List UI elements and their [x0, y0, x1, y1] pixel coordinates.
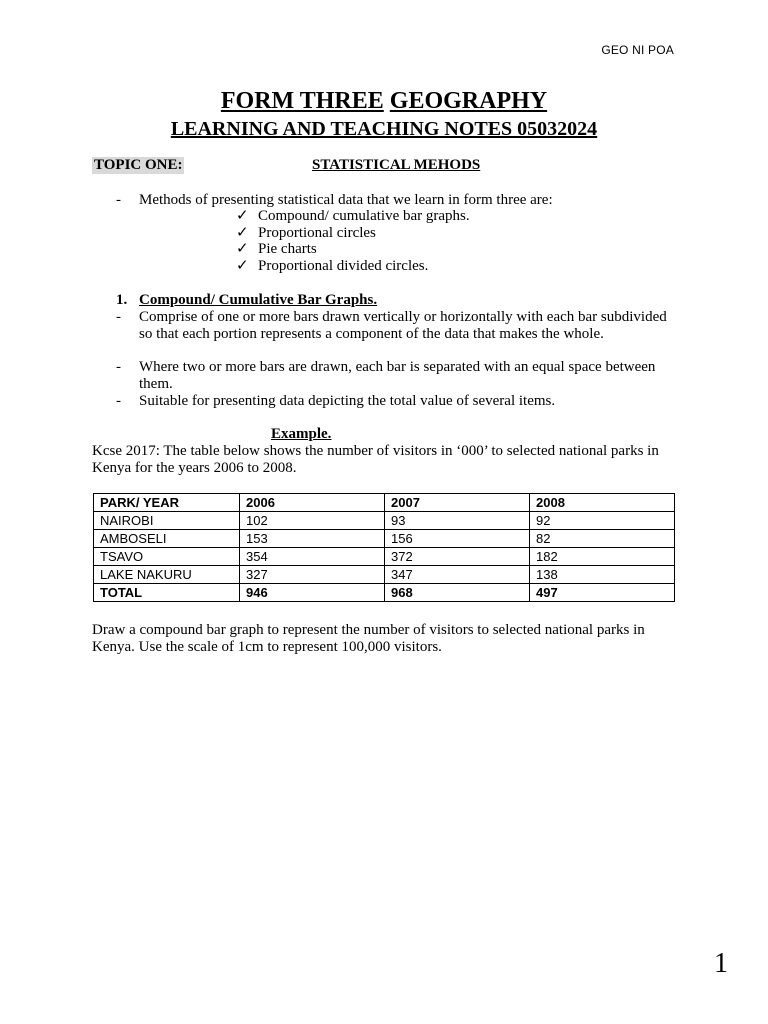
table-cell: 82 [530, 530, 675, 548]
method-item [236, 208, 470, 225]
table-cell: 327 [240, 566, 385, 584]
check-icon: ✓ [236, 258, 249, 274]
table-cell: 153 [240, 530, 385, 548]
table-cell: 347 [385, 566, 530, 584]
section-point-text: Comprise of one or more bars drawn vertically or horizontally with each bar subdivided so that each portion represents a component of the data that makes the whole. [139, 309, 667, 342]
table-cell: 93 [385, 512, 530, 530]
method-item [236, 225, 376, 242]
table-cell: AMBOSELI [94, 530, 240, 548]
dash-marker: - [116, 192, 121, 208]
table-cell: 946 [240, 584, 385, 602]
table-cell: 968 [385, 584, 530, 602]
check-icon: ✓ [236, 225, 249, 241]
table-cell: LAKE NAKURU [94, 566, 240, 584]
table-header-row [94, 494, 675, 512]
intro-text: Methods of presenting statistical data that we learn in form three are: [139, 192, 553, 208]
table-cell: 138 [530, 566, 675, 584]
table-header-cell: 2007 [385, 494, 530, 512]
check-icon: ✓ [236, 241, 249, 257]
method-item [236, 258, 428, 275]
table-cell: 182 [530, 548, 675, 566]
example-label: Example. [271, 426, 332, 442]
table-row [94, 512, 675, 530]
table-header-cell: PARK/ YEAR [94, 494, 240, 512]
table-cell: 372 [385, 548, 530, 566]
table-row [94, 548, 675, 566]
example-question: Kcse 2017: The table below shows the number of visitors in ‘000’ to selected national parks in Kenya for the years 2006 to 2008. [92, 443, 659, 476]
table-cell: 92 [530, 512, 675, 530]
dash-marker: - [116, 359, 121, 375]
check-icon: ✓ [236, 208, 249, 224]
table-cell: 102 [240, 512, 385, 530]
table-total-row [94, 584, 675, 602]
title-geography: GEOGRAPHY [389, 88, 548, 114]
example-instruction: Draw a compound bar graph to represent the number of visitors to selected national parks in Kenya. Use the scale of 1cm to represent 100,000 visitors. [92, 622, 645, 655]
section-title: Compound/ Cumulative Bar Graphs. [139, 292, 378, 308]
method-label: Compound/ cumulative bar graphs. [258, 208, 470, 224]
section-point-text: Where two or more bars are drawn, each bar is separated with an equal space between them. [139, 359, 656, 392]
page-number: 1 [714, 948, 728, 979]
topic-title: STATISTICAL MEHODS [312, 157, 481, 173]
document-title [0, 86, 768, 116]
section-number: 1. [116, 292, 128, 308]
method-label: Proportional divided circles. [258, 258, 429, 274]
table-cell: 497 [530, 584, 675, 602]
method-label: Pie charts [258, 241, 317, 257]
table-header-cell: 2006 [240, 494, 385, 512]
section-heading [116, 292, 377, 309]
table-row [94, 566, 675, 584]
document-subtitle: LEARNING AND TEACHING NOTES 05032024 [170, 118, 598, 140]
table-cell: TSAVO [94, 548, 240, 566]
visitors-table [93, 493, 675, 602]
table-cell: TOTAL [94, 584, 240, 602]
dash-marker: - [116, 393, 121, 409]
table-header-cell: 2008 [530, 494, 675, 512]
table-row [94, 530, 675, 548]
dash-marker: - [116, 309, 121, 325]
section-point-text: Suitable for presenting data depicting the total value of several items. [139, 393, 556, 409]
topic-label: TOPIC ONE: [94, 157, 183, 173]
method-item [236, 241, 317, 258]
table-cell: NAIROBI [94, 512, 240, 530]
table-cell: 354 [240, 548, 385, 566]
title-form-three: FORM THREE [220, 88, 384, 114]
method-label: Proportional circles [258, 225, 376, 241]
running-head: GEO NI POA [601, 43, 674, 57]
table-cell: 156 [385, 530, 530, 548]
